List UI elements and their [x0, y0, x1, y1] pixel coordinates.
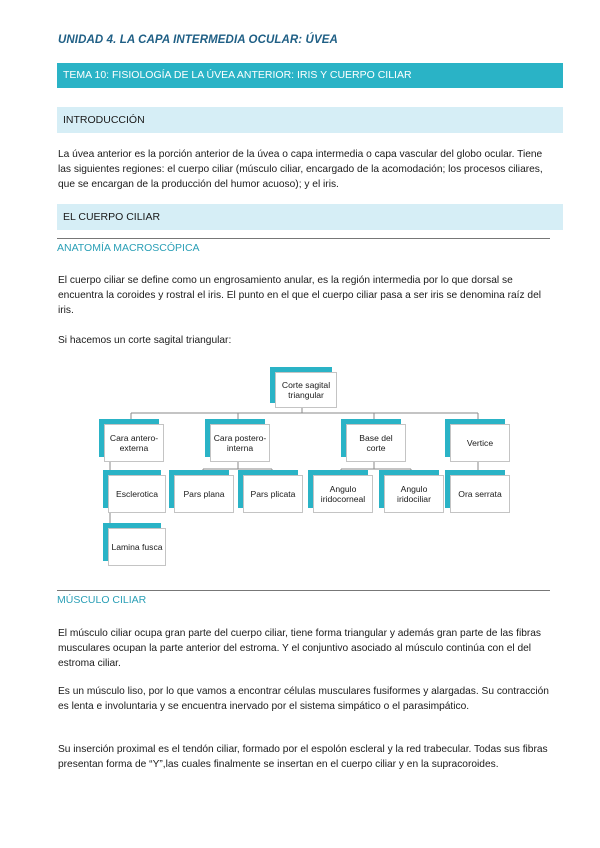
subheading-anatomia: ANATOMÍA MACROSCÓPICA: [57, 238, 550, 254]
node-esclerotica: Esclerotica: [108, 475, 166, 513]
section-intro-title: INTRODUCCIÓN: [57, 107, 563, 133]
node-vertice: Vertice: [450, 424, 510, 462]
node-cara-antero-externa: Cara antero-externa: [104, 424, 164, 462]
node-ora-serrata: Ora serrata: [450, 475, 510, 513]
tema-title-bar: TEMA 10: FISIOLOGÍA DE LA ÚVEA ANTERIOR: IRIS Y CUERPO CILIAR: [57, 63, 563, 88]
intro-paragraph: La úvea anterior es la porción anterior de la úvea o capa intermedia o capa vascular del globo ocular. Tiene las siguientes regiones: el cuerpo ciliar (músculo ciliar, encargado de la acomodación; los procesos ciliares, que se encargan de la producción del humor acuoso); y el iris.: [58, 149, 543, 190]
corte-paragraph: Si hacemos un corte sagital triangular:: [58, 335, 232, 346]
section-cuerpo-title: EL CUERPO CILIAR: [57, 204, 563, 230]
node-angulo-iridociliar: Angulo iridociliar: [384, 475, 444, 513]
node-pars-plana: Pars plana: [174, 475, 234, 513]
node-lamina-fusca: Lamina fusca: [108, 528, 166, 566]
unit-title: UNIDAD 4. LA CAPA INTERMEDIA OCULAR: ÚVEA: [58, 34, 338, 46]
musculo-paragraph-1: El músculo ciliar ocupa gran parte del cuerpo ciliar, tiene forma triangular y además gran parte de las fibras musculares ocupan la parte anterior del estroma. Y el conjuntivo asociado al músculo continúa con el del estroma ciliar.: [58, 628, 542, 669]
node-base-del-corte: Base del corte: [346, 424, 406, 462]
musculo-paragraph-2: Es un músculo liso, por lo que vamos a encontrar células musculares fusiformes y alargadas. Su contracción es lenta e involuntaria y se encuentra inervado por el sistema simpático o el parasimpático.: [58, 686, 549, 712]
node-cara-postero-interna: Cara postero-interna: [210, 424, 270, 462]
node-angulo-iridocorneal: Angulo iridocorneal: [313, 475, 373, 513]
node-corte-sagital: Corte sagital triangular: [275, 372, 337, 408]
subheading-musculo: MÚSCULO CILIAR: [57, 590, 550, 606]
node-pars-plicata: Pars plicata: [243, 475, 303, 513]
musculo-paragraph-3: Su inserción proximal es el tendón ciliar, formado por el espolón escleral y la red trabecular. Todas sus fibras presentan forma de “Y”,las cuales finalmente se insertan en el cuerpo ciliar y en la supracoroides.: [58, 744, 548, 770]
anatomia-paragraph: El cuerpo ciliar se define como un engrosamiento anular, es la región intermedia por lo que dorsal se encuentra la coroides y rostral el iris. El punto en el que el cuerpo ciliar pasa a ser iris se denomina raíz del iris.: [58, 275, 542, 316]
